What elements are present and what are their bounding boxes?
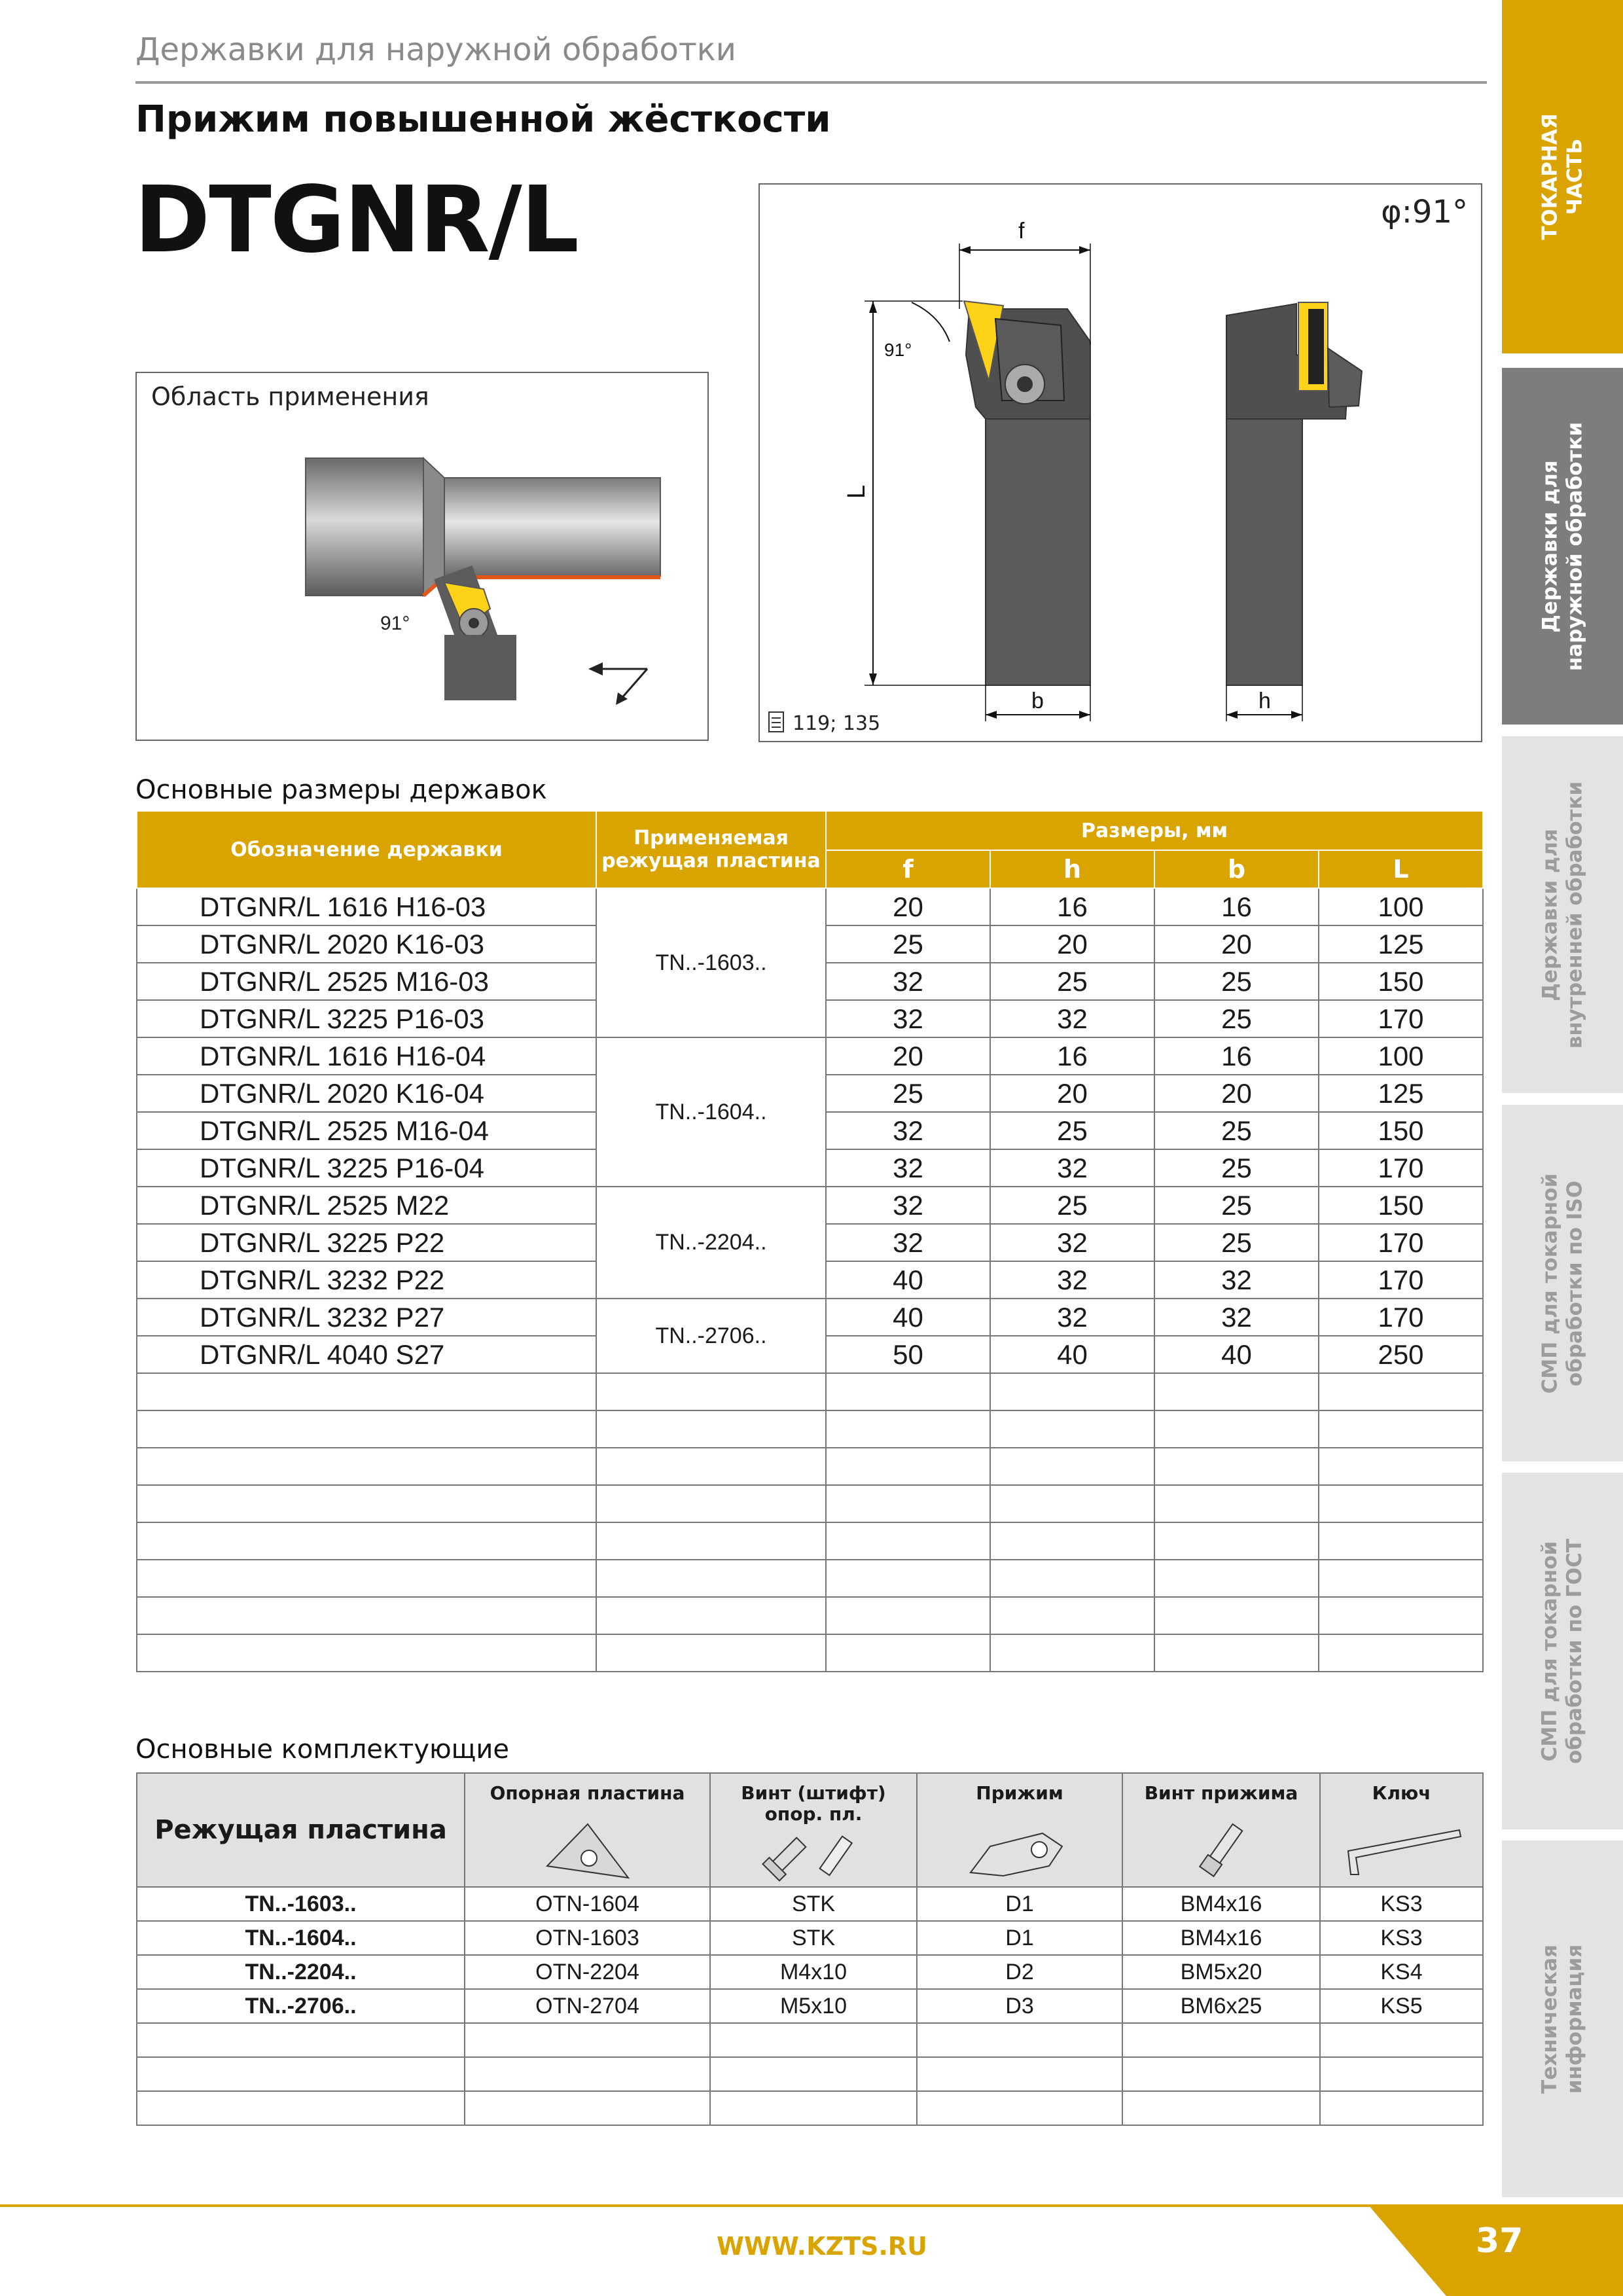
dim-f-cell: 20 [826,888,990,925]
table-row [137,1037,1483,1075]
dim-f-cell: 32 [826,1187,990,1224]
comp-screw-cell: STK [710,1921,917,1955]
dim-b-cell: 40 [1154,1336,1319,1373]
comp-seat-cell: OTN-2204 [465,1955,710,1989]
empty-cell [137,1597,596,1634]
holder-name-cell: DTGNR/L 4040 S27 [137,1336,596,1373]
dimensions-caption: Основные размеры державок [135,775,547,805]
empty-cell [710,2091,917,2125]
dim-b-label: b [1031,689,1044,713]
product-code: DTGNR/L [134,167,578,274]
application-illustration [137,373,707,740]
components-table [136,1772,1484,2126]
empty-cell [826,1373,990,1410]
empty-cell [1154,1448,1319,1485]
empty-cell [1154,1522,1319,1560]
empty-row [137,1485,1483,1522]
empty-row [137,1448,1483,1485]
dim-h-cell: 25 [990,963,1154,1000]
dim-b-cell: 20 [1154,1075,1319,1112]
comp-col-clamp-label: Прижим [976,1782,1063,1804]
col-insert-header [596,811,826,888]
empty-cell [596,1448,826,1485]
col-sizes-header: Размеры, мм [826,811,1483,850]
seat-plate-icon [542,1820,633,1882]
empty-cell [1122,2057,1320,2091]
application-area-label: Область применения [151,382,429,411]
empty-cell [990,1634,1154,1672]
empty-cell [826,1597,990,1634]
empty-cell [137,2023,465,2057]
empty-cell [596,1373,826,1410]
comp-insert-cell: TN..-1604.. [137,1921,465,1955]
clamp-icon [964,1820,1075,1882]
table-row [137,1955,1483,1989]
col-insert-header-line2: режущая пластина [601,850,821,872]
comp-screw-cell: STK [710,1887,917,1921]
dim-b-cell: 25 [1154,963,1319,1000]
tab-turning-line2: ЧАСТЬ [1563,138,1587,215]
tab-internal-holders-line1: Державки для [1538,828,1562,1001]
dim-h-cell: 32 [990,1000,1154,1037]
empty-cell [137,1410,596,1448]
empty-cell [1319,1448,1483,1485]
dim-h-label: h [1258,689,1271,713]
comp-seat-cell: OTN-1603 [465,1921,710,1955]
header-divider [135,81,1487,84]
comp-key-cell: KS3 [1320,1887,1483,1921]
empty-row [137,1410,1483,1448]
dim-L-cell: 150 [1319,1112,1483,1149]
tab-inserts-iso[interactable] [1502,1105,1623,1462]
comp-insert-cell: TN..-2706.. [137,1989,465,2023]
dim-L-cell: 170 [1319,1261,1483,1299]
empty-cell [465,2023,710,2057]
dim-h-cell: 20 [990,925,1154,963]
dim-h-cell: 32 [990,1299,1154,1336]
empty-cell [1320,2091,1483,2125]
dim-f-cell: 40 [826,1299,990,1336]
tab-technical-info-line1: Техническая [1538,1944,1562,2094]
table-row [137,1299,1483,1336]
holder-name-cell: DTGNR/L 2525 M22 [137,1187,596,1224]
dim-L-cell: 170 [1319,1000,1483,1037]
comp-col-clamp-screw [1122,1773,1320,1887]
comp-col-clamp [917,1773,1122,1887]
dim-h-cell: 16 [990,888,1154,925]
empty-cell [1122,2023,1320,2057]
comp-clamp-cell: D3 [917,1989,1122,2023]
dim-L-cell: 170 [1319,1149,1483,1187]
tab-technical-info[interactable] [1502,1840,1623,2197]
dim-b-cell: 16 [1154,1037,1319,1075]
comp-clamp-cell: D1 [917,1887,1122,1921]
tab-inserts-gost-line2: обработки по ГОСТ [1563,1538,1587,1764]
dim-h-cell: 16 [990,1037,1154,1075]
holder-name-cell: DTGNR/L 2525 M16-04 [137,1112,596,1149]
holder-name-cell: DTGNR/L 2525 M16-03 [137,963,596,1000]
empty-row [137,1597,1483,1634]
footer-url[interactable]: WWW.KZTS.RU [717,2232,927,2261]
hex-key-icon [1336,1823,1467,1882]
dim-b-cell: 16 [1154,888,1319,925]
empty-cell [710,2023,917,2057]
empty-cell [1122,2091,1320,2125]
empty-cell [990,1410,1154,1448]
empty-cell [596,1634,826,1672]
dim-f-cell: 32 [826,1149,990,1187]
reference-pages: 119; 135 [793,712,881,735]
empty-cell [990,1560,1154,1597]
dim-f-cell: 25 [826,1075,990,1112]
comp-insert-cell: TN..-1603.. [137,1887,465,1921]
application-area-box [135,372,709,741]
empty-cell [465,2057,710,2091]
document-icon [769,712,783,732]
tab-external-holders-line2: наружной обработки [1563,422,1587,671]
empty-cell [596,1597,826,1634]
comp-col-seat [465,1773,710,1887]
tab-turning-line1: ТОКАРНАЯ [1538,113,1562,240]
technical-drawing-box [758,183,1482,742]
dim-h-cell: 32 [990,1149,1154,1187]
empty-cell [1154,1485,1319,1522]
empty-cell [137,2091,465,2125]
empty-cell [826,1410,990,1448]
tab-external-holders-line1: Державки для [1538,459,1562,633]
dim-f-cell: 40 [826,1261,990,1299]
comp-screw-cell: M5x10 [710,1989,917,2023]
page-subtitle: Прижим повышенной жёсткости [135,98,831,141]
dim-L-label: L [843,484,870,499]
comp-clamp-cell: D2 [917,1955,1122,1989]
dim-h-cell: 20 [990,1075,1154,1112]
dim-b-cell: 25 [1154,1000,1319,1037]
dim-f-cell: 20 [826,1037,990,1075]
dim-b-cell: 20 [1154,925,1319,963]
empty-row [137,1373,1483,1410]
empty-cell [1319,1410,1483,1448]
tab-external-holders[interactable] [1502,368,1623,725]
empty-cell [465,2091,710,2125]
dimensions-table [136,810,1484,1672]
empty-cell [596,1560,826,1597]
dim-L-cell: 125 [1319,925,1483,963]
holder-name-cell: DTGNR/L 3232 P22 [137,1261,596,1299]
insert-cell: TN..-2204.. [596,1187,826,1299]
empty-cell [826,1522,990,1560]
empty-cell [137,1448,596,1485]
empty-cell [826,1485,990,1522]
col-insert-header-line1: Применяемая [633,827,789,850]
empty-cell [1154,1410,1319,1448]
dim-f-label: f [1018,219,1025,243]
empty-cell [137,1522,596,1560]
table-row [137,1989,1483,2023]
empty-cell [1319,1560,1483,1597]
seat-screw-icon [758,1823,869,1882]
table-row [137,1887,1483,1921]
insert-cell: TN..-1603.. [596,888,826,1037]
col-h-header: h [990,850,1154,888]
empty-cell [826,1634,990,1672]
footer-divider [0,2204,1407,2207]
dim-b-cell: 25 [1154,1224,1319,1261]
col-L-header: L [1319,850,1483,888]
comp-clamp_screw-cell: BM4x16 [1122,1921,1320,1955]
tab-internal-holders[interactable] [1502,736,1623,1093]
tab-inserts-gost[interactable] [1502,1473,1623,1829]
empty-cell [990,1373,1154,1410]
dim-b-cell: 25 [1154,1112,1319,1149]
table-row [137,1187,1483,1224]
empty-cell [1154,1634,1319,1672]
comp-col-key [1320,1773,1483,1887]
tab-inserts-gost-line1: СМП для токарной [1538,1541,1562,1761]
empty-cell [1319,1373,1483,1410]
dim-h-cell: 32 [990,1224,1154,1261]
approach-angle-label: φ:91° [1381,194,1468,230]
col-b-header: b [1154,850,1319,888]
comp-col-insert: Режущая пластина [137,1773,465,1887]
holder-name-cell: DTGNR/L 1616 H16-03 [137,888,596,925]
dim-h-cell: 25 [990,1187,1154,1224]
empty-cell [826,1448,990,1485]
drawing-angle-mark: 91° [884,340,912,360]
empty-cell [1319,1485,1483,1522]
insert-cell: TN..-1604.. [596,1037,826,1187]
empty-row [137,2023,1483,2057]
comp-seat-cell: OTN-2704 [465,1989,710,2023]
section-title: Державки для наружной обработки [135,31,736,68]
dim-b-cell: 32 [1154,1261,1319,1299]
dim-f-cell: 50 [826,1336,990,1373]
empty-cell [137,1634,596,1672]
empty-cell [1319,1522,1483,1560]
dim-L-cell: 250 [1319,1336,1483,1373]
tab-inserts-iso-line2: обработки по ISO [1563,1180,1587,1386]
empty-cell [990,1485,1154,1522]
empty-cell [1154,1597,1319,1634]
holder-name-cell: DTGNR/L 2020 K16-03 [137,925,596,963]
comp-clamp_screw-cell: BM6x25 [1122,1989,1320,2023]
comp-clamp-cell: D1 [917,1921,1122,1955]
empty-row [137,2091,1483,2125]
empty-cell [137,1485,596,1522]
comp-key-cell: KS3 [1320,1921,1483,1955]
empty-cell [990,1448,1154,1485]
application-angle: 91° [380,613,410,634]
dim-f-cell: 25 [826,925,990,963]
dim-L-cell: 170 [1319,1224,1483,1261]
empty-cell [990,1597,1154,1634]
empty-cell [917,2023,1122,2057]
comp-col-seat-label: Опорная пластина [490,1782,685,1804]
empty-cell [137,1373,596,1410]
tab-turning[interactable] [1502,0,1623,353]
dim-f-cell: 32 [826,1000,990,1037]
comp-clamp_screw-cell: BM5x20 [1122,1955,1320,1989]
table-row [137,888,1483,925]
comp-col-screw-line2: опор. пл. [764,1803,863,1825]
holder-name-cell: DTGNR/L 2020 K16-04 [137,1075,596,1112]
tab-internal-holders-line2: внутренней обработки [1563,781,1587,1049]
comp-col-screw [710,1773,917,1887]
empty-row [137,1560,1483,1597]
dim-L-cell: 100 [1319,1037,1483,1075]
comp-clamp_screw-cell: BM4x16 [1122,1887,1320,1921]
dim-h-cell: 25 [990,1112,1154,1149]
empty-cell [990,1522,1154,1560]
insert-cell: TN..-2706.. [596,1299,826,1373]
holder-drawing [760,185,1481,741]
dim-f-cell: 32 [826,1112,990,1149]
page-number: 37 [1476,2221,1524,2261]
comp-col-clamp-screw-label: Винт прижима [1144,1782,1298,1804]
holder-name-cell: DTGNR/L 3225 P16-04 [137,1149,596,1187]
components-caption: Основные комплектующие [135,1734,509,1765]
dim-h-cell: 32 [990,1261,1154,1299]
tab-technical-info-line2: информация [1563,1944,1587,2094]
comp-key-cell: KS5 [1320,1989,1483,2023]
dim-b-cell: 25 [1154,1149,1319,1187]
tab-inserts-iso-line1: СМП для токарной [1538,1173,1562,1393]
dim-L-cell: 170 [1319,1299,1483,1336]
empty-cell [1154,1373,1319,1410]
empty-cell [1319,1597,1483,1634]
holder-name-cell: DTGNR/L 3225 P22 [137,1224,596,1261]
dim-L-cell: 125 [1319,1075,1483,1112]
empty-cell [1154,1560,1319,1597]
dim-b-cell: 25 [1154,1187,1319,1224]
empty-cell [1319,1634,1483,1672]
dim-f-cell: 32 [826,963,990,1000]
dim-f-cell: 32 [826,1224,990,1261]
empty-cell [596,1410,826,1448]
comp-key-cell: KS4 [1320,1955,1483,1989]
empty-cell [710,2057,917,2091]
empty-cell [596,1485,826,1522]
comp-screw-cell: M4x10 [710,1955,917,1989]
clamp-screw-icon [1182,1817,1260,1882]
table-row [137,1921,1483,1955]
comp-seat-cell: OTN-1604 [465,1887,710,1921]
holder-name-cell: DTGNR/L 3232 P27 [137,1299,596,1336]
dim-b-cell: 32 [1154,1299,1319,1336]
comp-col-screw-line1: Винт (штифт) [741,1782,886,1804]
empty-cell [596,1522,826,1560]
empty-cell [917,2091,1122,2125]
empty-row [137,1634,1483,1672]
dim-L-cell: 150 [1319,963,1483,1000]
empty-cell [917,2057,1122,2091]
empty-cell [1320,2057,1483,2091]
empty-cell [137,2057,465,2091]
empty-row [137,1522,1483,1560]
dim-h-cell: 40 [990,1336,1154,1373]
empty-cell [826,1560,990,1597]
empty-cell [137,1560,596,1597]
comp-insert-cell: TN..-2204.. [137,1955,465,1989]
dim-L-cell: 150 [1319,1187,1483,1224]
empty-row [137,2057,1483,2091]
empty-cell [1320,2023,1483,2057]
comp-col-key-label: Ключ [1372,1782,1431,1804]
holder-name-cell: DTGNR/L 3225 P16-03 [137,1000,596,1037]
holder-name-cell: DTGNR/L 1616 H16-04 [137,1037,596,1075]
col-f-header: f [826,850,990,888]
dim-L-cell: 100 [1319,888,1483,925]
col-holder-header: Обозначение державки [137,811,596,888]
